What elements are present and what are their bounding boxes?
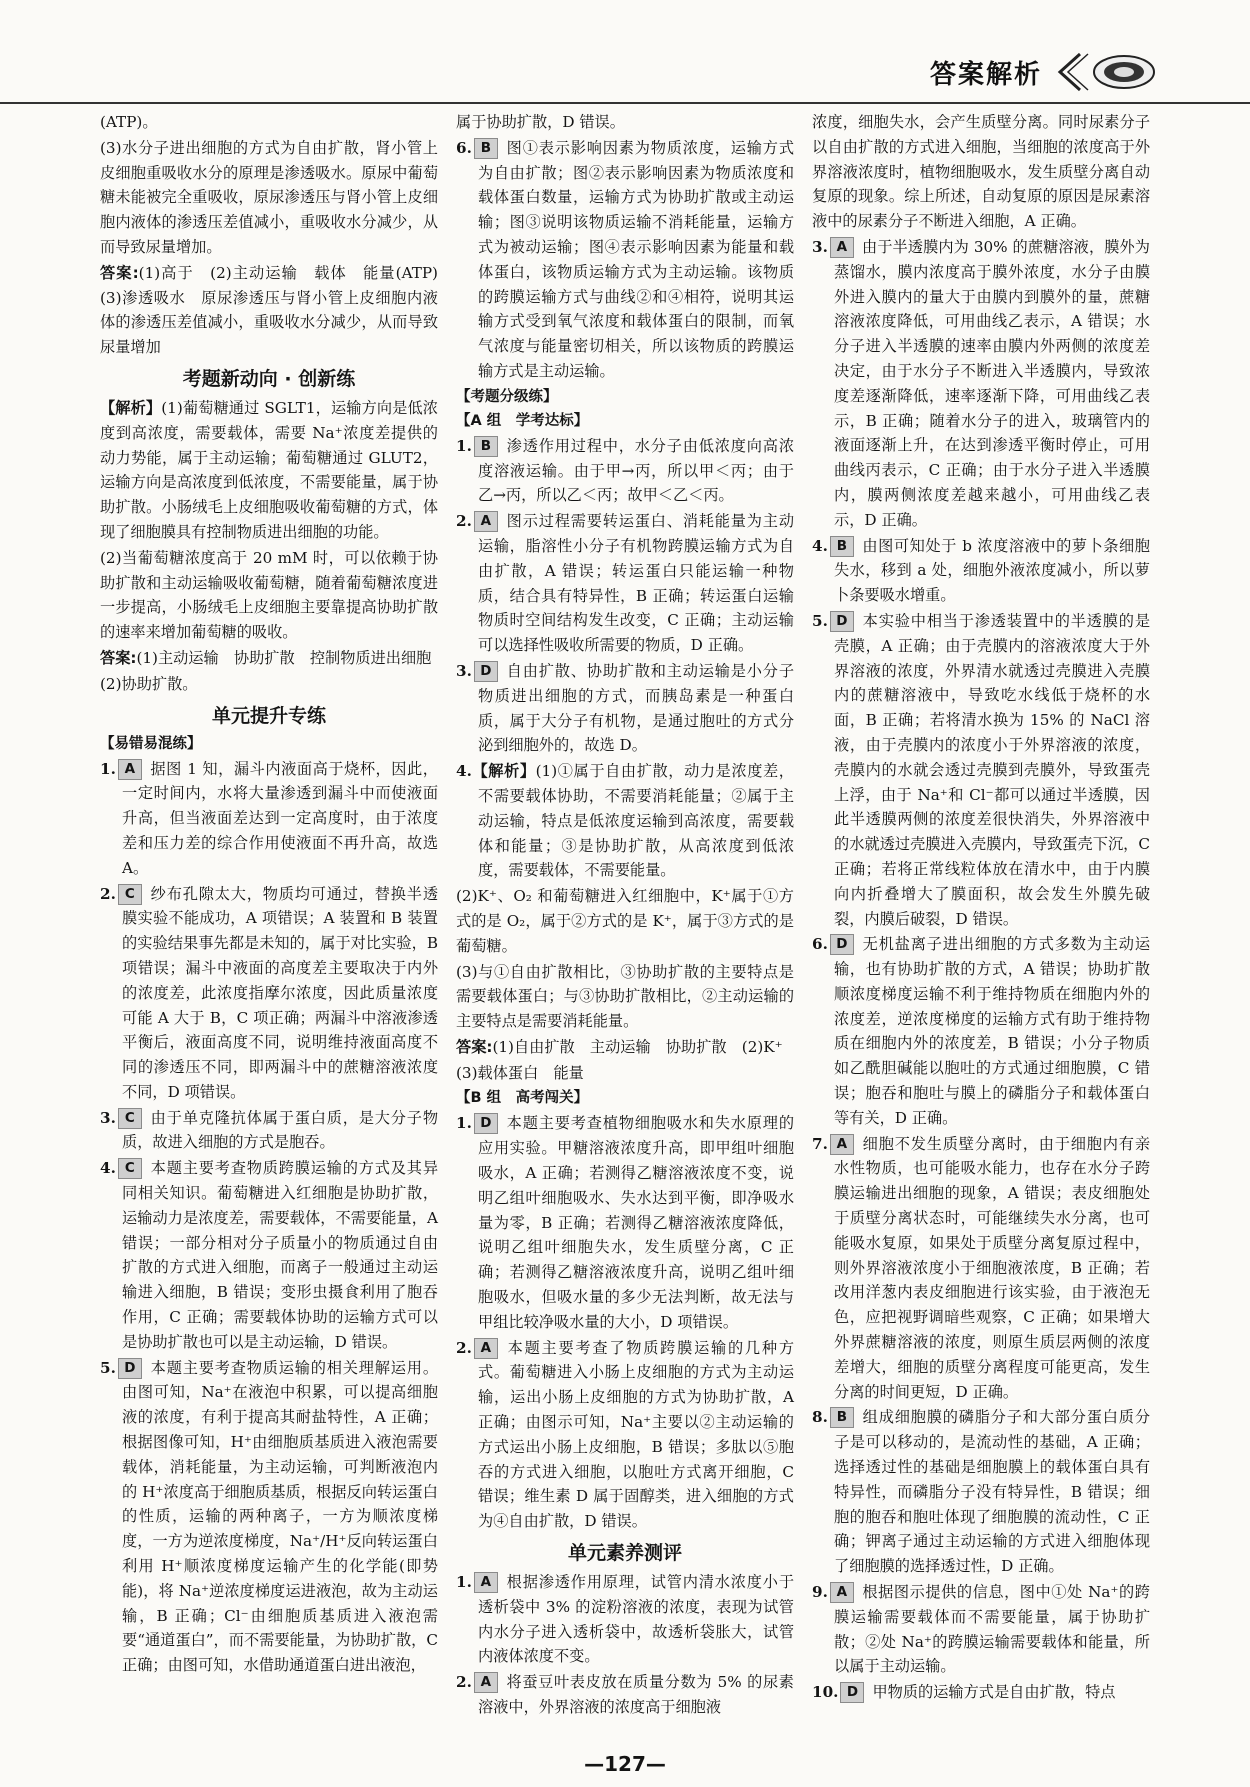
- item-text: 由于半透膜内为 30% 的蔗糖溶液，膜外为蒸馏水，膜内浓度高于膜外浓度，水分子由膜外进入膜内的量大于由膜内到膜外的量，蔗糖溶液浓度降低，可用曲线乙表示，A 错误；水分子进入半透膜的速率由膜内外两侧的浓度差决定，由于水分子不断进入半透膜内，导致浓度差逐渐降低，速率逐渐下降，可用曲线乙表示，B 正确；随着水分子的进入，玻璃管内的液面逐渐上升，在达到渗透平衡时停止，可用曲线丙表示，C 正确；由于水分子进入半透膜内，膜两侧浓度差越来越小，可用曲线乙表示，D 正确。: [834, 237, 1150, 529]
- answer-item: [100, 882, 438, 1105]
- answer-label: 答案:: [100, 263, 139, 282]
- item-number: 2.: [100, 884, 116, 903]
- analysis-text: (1)葡萄糖通过 SGLT1，运输方向是低浓度到高浓度，需要载体，需要 Na⁺浓度差提供的动力势能，属于主动运输；葡萄糖通过 GLUT2，运输方向是高浓度到低浓度，不需要能量，属于协助扩散。小肠绒毛上皮细胞吸收葡萄糖的方式，体现了细胞膜具有控制物质进出细胞的功能。: [100, 398, 438, 541]
- answer-badge: A: [830, 1582, 854, 1603]
- answer-badge: B: [830, 1407, 854, 1428]
- answer-item: [100, 1356, 438, 1678]
- item-text: 图①表示影响因素为物质浓度，运输方式为自由扩散；图②表示影响因素为物质浓度和载体蛋白数量，运输方式为协助扩散或主动运输；图③说明该物质运输不消耗能量，运输方式为被动运输；图④表示影响因素为能量和载体蛋白，该物质运输方式为主动运输。该物质的跨膜运输方式与曲线②和④相符，说明其运输方式受到氧气浓度和载体蛋白的限制，而氧气浓度与能量密切相关，所以该物质的跨膜运输方式是主动运输。: [478, 138, 794, 380]
- item-text: 图示过程需要转运蛋白、消耗能量为主动运输，脂溶性小分子有机物跨膜运输方式为自由扩散，A 错误；转运蛋白只能运输一种物质，结合具有特异性，B 正确；转运蛋白运输物质时空间结构发生改变，C 正确；主动运输可以选择性吸收所需要的物质，D 正确。: [478, 512, 794, 655]
- column-middle: [456, 110, 794, 1717]
- paragraph: (2)当葡萄糖浓度高于 20 mM 时，可以依赖于协助扩散和主动运输吸收葡萄糖，随着葡萄糖浓度进一步提高，小肠绒毛上皮细胞主要靠提高协助扩散的速率来增加葡萄糖的吸收。: [100, 548, 438, 642]
- answer-item: [456, 136, 794, 384]
- section-heading: 单元提升专练: [211, 704, 326, 727]
- answer-badge: A: [830, 237, 854, 258]
- answer-item: [456, 1570, 794, 1669]
- answer-item: [812, 534, 1150, 608]
- analysis-block: [100, 396, 438, 545]
- answer-item: [812, 1680, 1150, 1705]
- subsection-heading: 【B 组 高考闯关】: [456, 1090, 589, 1107]
- item-number: 6.: [456, 138, 472, 157]
- item-text: 甲物质的运输方式是自由扩散，特点: [872, 1683, 1116, 1702]
- item-number: 2.: [456, 512, 472, 531]
- item-number: 2.: [456, 1673, 472, 1692]
- item-number: 4.: [812, 536, 828, 555]
- item-text: 将蚕豆叶表皮放在质量分数为 5% 的尿素溶液中，外界溶液的浓度高于细胞液: [478, 1673, 794, 1717]
- item-text: 根据渗透作用原理，试管内清水浓度小于透析袋中 3% 的淀粉溶液的浓度，表现为试管内水分子进入透析袋中，故透析袋胀大，试管内液体浓度不变。: [478, 1573, 794, 1666]
- paragraph: (3)水分子进出细胞的方式为自由扩散，肾小管上皮细胞重吸收水分的原理是渗透吸水。原尿中葡萄糖未能被完全重吸收，原尿渗透压与肾小管上皮细胞内液体的渗透压差值减小，重吸收水分减少，从而导致尿量增加。: [100, 138, 438, 256]
- paragraph: (ATP)。: [100, 113, 158, 131]
- answer-item: [456, 1111, 794, 1334]
- item-number: 8.: [812, 1408, 828, 1427]
- answer-item: [812, 1405, 1150, 1579]
- paragraph: (3)载体蛋白 能量: [456, 1063, 584, 1082]
- answer-badge: C: [118, 1158, 142, 1179]
- page-header: [930, 48, 1210, 96]
- section-heading: 单元素养测评: [567, 1542, 682, 1565]
- answer-badge: A: [474, 511, 498, 532]
- answer-badge: B: [474, 138, 498, 159]
- answer-item: [456, 759, 794, 883]
- item-number: 2.: [456, 1338, 472, 1357]
- paragraph: 浓度，细胞失水，会产生质壁分离。同时尿素分子以自由扩散的方式进入细胞，当细胞的浓度高于外界溶液浓度时，植物细胞吸水，发生质壁分离自动复原的现象。综上所述，自动复原的原因是尿素溶液中的尿素分子不断进入细胞，A 正确。: [812, 113, 1150, 231]
- answer-item: [812, 609, 1150, 931]
- answer-badge: B: [474, 436, 498, 457]
- item-text: 本题主要考查了物质跨膜运输的几种方式。葡萄糖进入小肠上皮细胞的方式为主动运输，运出小肠上皮细胞的方式为协助扩散，A 正确；由图示可知，Na⁺主要以②主动运输的方式运出小肠上皮细胞，B 错误；多肽以⑤胞吞的方式进入细胞，以胞吐方式离开细胞，C 错误；维生素 D 属于固醇类，进入细胞的方式为④自由扩散，D 错误。: [478, 1338, 794, 1531]
- answer-item: [812, 235, 1150, 533]
- answer-item: [812, 1580, 1150, 1679]
- paragraph: 属于协助扩散，D 错误。: [456, 113, 625, 131]
- answer-item: [456, 1670, 794, 1720]
- item-text: 无机盐离子进出细胞的方式多数为主动运输，也有协助扩散的方式，A 错误；协助扩散顺浓度梯度运输不利于维持物质在细胞内外的浓度差，逆浓度梯度的运输方式有助于维持物质在细胞内外的浓度差，B 错误；小分子物质如乙酰胆碱能以胞吐的方式通过细胞膜，C 错误；胞吞和胞吐与膜上的磷脂分子和载体蛋白等有关，D 正确。: [834, 935, 1150, 1127]
- item-text: 根据图示提供的信息，图中①处 Na⁺的跨膜运输需要载体而不需要能量，属于协助扩散；②处 Na⁺的跨膜运输需要载体和能量，所以属于主动运输。: [834, 1583, 1150, 1676]
- answer-badge: A: [474, 1572, 498, 1593]
- answer-text: (1)主动运输 协助扩散 控制物质进出细胞: [136, 648, 432, 667]
- answer-badge: B: [830, 536, 854, 557]
- section-heading: 考题新动向 · 创新练: [182, 367, 356, 390]
- answer-label: 答案:: [100, 648, 137, 667]
- paragraph: (2)协助扩散。: [100, 674, 198, 693]
- answer-badge: C: [118, 1108, 142, 1129]
- answer-item: [456, 1336, 794, 1534]
- answer-label: 答案:: [456, 1037, 493, 1056]
- answer-badge: D: [474, 1113, 498, 1134]
- analysis-label: 【解析】: [100, 398, 162, 417]
- item-text: 组成细胞膜的磷脂分子和大部分蛋白质分子是可以移动的，是流动性的基础，A 正确；选择透过性的基础是细胞膜上的载体蛋白具有特异性，而磷脂分子没有特异性，B 错误；细胞的胞吞和胞吐体现了细胞膜的流动性，C 正确；钾离子通过主动运输的方式进入细胞体现了细胞膜的选择透过性，D 正确。: [834, 1408, 1150, 1576]
- answer-block: [100, 261, 454, 360]
- item-text: 据图 1 知，漏斗内液面高于烧杯，因此，一定时间内，水将大量渗透到漏斗中而使液面升高，但当液面差达到一定高度时，由于浓度差和压力差的综合作用使液面不再升高，故选 A。: [122, 759, 438, 877]
- answer-badge: D: [118, 1358, 142, 1379]
- answer-columns: [100, 110, 1150, 1717]
- page-number: —127—: [584, 1752, 666, 1776]
- item-number: 9.: [812, 1583, 828, 1602]
- answer-item: [100, 757, 438, 881]
- item-text: (1)①属于自由扩散，动力是浓度差，不需要载体协助，不需要消耗能量；②属于主动运输，特点是低浓度运输到高浓度，需要载体和能量；③是协助扩散，从高浓度到低浓度，需要载体，不需要能量。: [478, 762, 794, 880]
- item-number: 4.: [456, 762, 472, 781]
- item-number: 5.: [812, 611, 828, 630]
- item-number: 1.: [456, 1114, 472, 1133]
- answer-badge: A: [474, 1672, 498, 1693]
- item-number: 3.: [100, 1108, 116, 1127]
- answer-badge: A: [118, 759, 142, 780]
- answer-badge: C: [118, 884, 142, 905]
- answer-badge: A: [830, 1134, 854, 1155]
- answer-item: [456, 659, 794, 758]
- subsection-heading: 【A 组 学考达标】: [456, 412, 589, 429]
- answer-item: [100, 1106, 438, 1156]
- item-text: 细胞不发生质壁分离时，由于细胞内有亲水性物质，也可能吸水能力，也存在水分子跨膜运输进出细胞的现象，A 错误；表皮细胞处于质壁分离状态时，可能继续失水分离，也可能吸水复原，如果处于质壁分离复原过程中，则外界溶液浓度小于细胞液浓度，B 正确；若改用洋葱内表皮细胞进行该实验，由于液泡无色，应把视野调暗些观察，C 正确；如果增大外界蔗糖溶液的浓度，则原生质层两侧的浓度差增大，细胞的质壁分离程度可能更高，发生分离的时间更短，D 正确。: [834, 1134, 1150, 1401]
- item-number: 1.: [456, 436, 472, 455]
- item-text: 由于单克隆抗体属于蛋白质，是大分子物质，故进入细胞的方式是胞吞。: [122, 1108, 438, 1152]
- column-left: [100, 110, 454, 1710]
- answer-item: [812, 932, 1150, 1130]
- answer-text: (1)高于 (2)主动运输 载体 能量(ATP) (3)渗透吸水 原尿渗透压与肾小管上皮细胞内液体的渗透压差值减小，重吸收水分减少，从而导致尿量增加: [100, 263, 454, 357]
- column-right: [812, 110, 1150, 1710]
- answer-item: [456, 509, 794, 658]
- analysis-label: 【解析】: [471, 762, 536, 781]
- subsection-heading: 【考题分级练】: [456, 388, 558, 405]
- item-number: 5.: [100, 1358, 116, 1377]
- paragraph: (2)K⁺、O₂ 和葡萄糖进入红细胞中，K⁺属于①方式的是 O₂，属于②方式的是 K⁺，属于③方式的是葡萄糖。: [456, 887, 794, 955]
- answer-badge: D: [474, 661, 498, 682]
- item-text: 由图可知处于 b 浓度溶液中的萝卜条细胞失水，移到 a 处，细胞外液浓度减小，所以萝卜条要吸水增重。: [834, 536, 1150, 605]
- item-number: 10.: [812, 1683, 839, 1702]
- item-text: 纱布孔隙太大，物质均可通过，替换半透膜实验不能成功，A 项错误；A 装置和 B 装置的实验结果事先都是未知的，属于对比实验，B 项错误；漏斗中液面的高度差主要取决于内外的浓度差，此浓度指摩尔浓度，因此质量浓度可能 A 大于 B，C 项正确；两漏斗中溶液渗透平衡后，液面高度不同，说明维持液面高度不同的渗透压不同，即两漏斗中的蔗糖溶液浓度不同，D 项错误。: [122, 884, 438, 1101]
- item-number: 7.: [812, 1134, 828, 1153]
- answer-item: [456, 434, 794, 508]
- answer-text: (1)自由扩散 主动运输 协助扩散 (2)K⁺: [492, 1037, 783, 1056]
- answer-block: [456, 1035, 794, 1060]
- item-text: 本题主要考查物质跨膜运输的方式及其异同相关知识。葡萄糖进入红细胞是协助扩散，运输动力是浓度差，需要载体，不需要能量，A 错误；一部分相对分子质量小的物质通过自由扩散的方式进入细胞，而离子一般通过主动运输进入细胞，B 错误；变形虫摄食利用了胞吞作用，C 正确；需要载体协助的运输方式可以是协助扩散也可以是主动运输，D 错误。: [122, 1159, 438, 1351]
- item-text: 渗透作用过程中，水分子由低浓度向高浓度溶液运输。由于甲→丙，所以甲＜丙；由于乙→丙，所以乙＜丙；故甲＜乙＜丙。: [478, 436, 794, 505]
- item-number: 6.: [812, 935, 828, 954]
- answer-badge: D: [830, 611, 854, 632]
- item-number: 1.: [456, 1573, 472, 1592]
- item-text: 本实验中相当于渗透装置中的半透膜的是壳膜，A 正确；由于壳膜内的溶液浓度大于外界溶液的浓度，外界清水就透过壳膜进入壳膜内的蔗糖溶液中，导致吃水线低于烧杯的水面，B 正确；若将清水换为 15% 的 NaCl 溶液，由于壳膜内的浓度小于外界溶液的浓度，壳膜内的水就会透过壳膜到壳膜外，导致蛋壳上浮，由于 Na⁺和 Cl⁻都可以通过半透膜，因此半透膜两侧的浓度差很快消失，外界溶液中的水就透过壳膜进入壳膜内，导致蛋壳下沉，C 正确；若将正常线粒体放在清水中，由于内膜向内折叠增大了膜面积，故会发生外膜先破裂，内膜后破裂，D 错误。: [834, 611, 1150, 928]
- publisher-logo-icon: [1052, 50, 1172, 94]
- paragraph: (3)与①自由扩散相比，③协助扩散的主要特点是需要载体蛋白；与③协助扩散相比，②主动运输的主要特点是需要消耗能量。: [456, 962, 794, 1031]
- answer-block: [100, 646, 438, 671]
- item-number: 3.: [456, 661, 472, 680]
- item-number: 1.: [100, 759, 116, 778]
- header-title: 答案解析: [930, 59, 1043, 90]
- subsection-heading: 【易错易混练】: [100, 735, 202, 752]
- answer-badge: D: [830, 934, 854, 955]
- item-text: 本题主要考查物质运输的相关理解运用。由图可知，Na⁺在液泡中积累，可以提高细胞液的浓度，有利于提高其耐盐特性，A 正确；根据图像可知，H⁺由细胞质基质进入液泡需要载体，消耗能量，为主动运输，可判断液泡内的 H⁺浓度高于细胞质基质，根据反向转运蛋白的性质，运输的两种离子，一方为顺浓度梯度，一方为逆浓度梯度，Na⁺/H⁺反向转运蛋白利用 H⁺顺浓度梯度运输产生的化学能(即势能)，将 Na⁺逆浓度梯度运进液泡，故为主动运输，B 正确；Cl⁻由细胞质基质进入液泡需要“通道蛋白”，而不需要能量，为协助扩散，C 正确；由图可知，水借助通道蛋白进出液泡，: [122, 1358, 438, 1675]
- answer-badge: A: [474, 1338, 498, 1359]
- answer-item: [100, 1156, 438, 1354]
- item-text: 自由扩散、协助扩散和主动运输是小分子物质进出细胞的方式，而胰岛素是一种蛋白质，属于大分子有机物，是通过胞吐的方式分泌到细胞外的，故选 D。: [478, 661, 794, 755]
- header-rule: [0, 102, 1250, 104]
- item-number: 3.: [812, 237, 828, 256]
- item-text: 本题主要考查植物细胞吸水和失水原理的应用实验。甲糖溶液浓度升高，即甲组叶细胞吸水，A 正确；若测得乙糖溶液浓度不变，说明乙组叶细胞吸水、失水达到平衡，即净吸水量为零，B 正确；若测得乙糖溶液浓度降低，说明乙组叶细胞失水，发生质壁分离，C 正确；若测得乙糖溶液浓度升高，说明乙组叶细胞吸水，但吸水量的多少无法判断，故无法与甲组比较净吸水量的大小，D 项错误。: [478, 1114, 794, 1331]
- answer-badge: D: [840, 1682, 864, 1703]
- answer-item: [812, 1132, 1150, 1405]
- item-number: 4.: [100, 1159, 116, 1178]
